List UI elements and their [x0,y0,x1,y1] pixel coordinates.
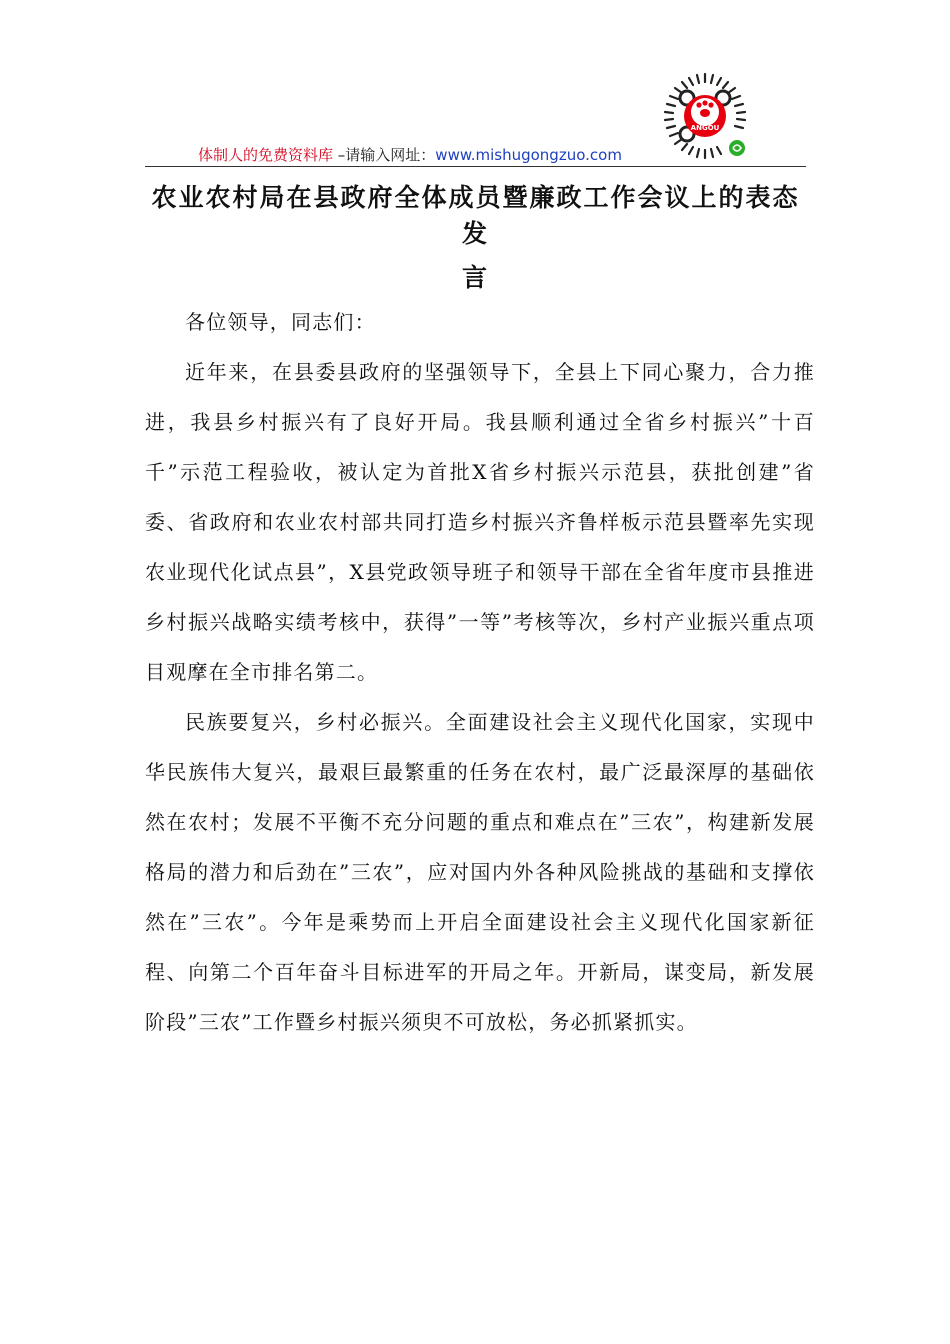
qr-code [657,68,753,164]
qr-badge-text: ANGOU [690,124,720,132]
header-banner [198,146,622,164]
paragraph: 民族要复兴，乡村必振兴。全面建设社会主义现代化国家，实现中华民族伟大复兴，最艰巨最繁重的任务在农村，最广泛最深厚的基础依然在农村；发展不平衡不充分问题的重点和难点在”三农”，构建新发展格局的潜力和后劲在”三农”，应对国内外各种风险挑战的基础和支撑依然在”三农”。今年是乘势而上开启全面建设社会主义现代化国家新征程、向第二个百年奋斗目标进军的开局之年。开新局，谋变局，新发展阶段”三农”工作暨乡村振兴须臾不可放松，务必抓紧抓实。 [145,710,815,1034]
title-line-1: 农业农村局在县政府全体成员暨廉政工作会议上的表态发 [151,183,800,248]
paragraph: 近年来，在县委县政府的坚强领导下，全县上下同心聚力，合力推进，我县乡村振兴有了良好开局。我县顺利通过全省乡村振兴”十百千”示范工程验收，被认定为首批X省乡村振兴示范县，获批创建”省委、省政府和农业农村部共同打造乡村振兴齐鲁样板示范县暨率先实现农业现代化试点县”，X县党政领导班子和领导干部在全省年度市县推进乡村振兴战略实绩考核中，获得”一等”考核等次，乡村产业振兴重点项目观摩在全市排名第二。 [145,360,815,684]
library-name: 体制人的免费资料库 [198,146,334,164]
document-title [145,180,806,296]
title-line-2: 言 [461,263,489,292]
website-link[interactable]: www.mishugongzuo.com [435,146,622,164]
header-divider [145,166,806,167]
document-body [145,297,815,1047]
salutation: 各位领导，同志们： [185,310,376,334]
url-prompt: –请输入网址： [333,146,436,164]
